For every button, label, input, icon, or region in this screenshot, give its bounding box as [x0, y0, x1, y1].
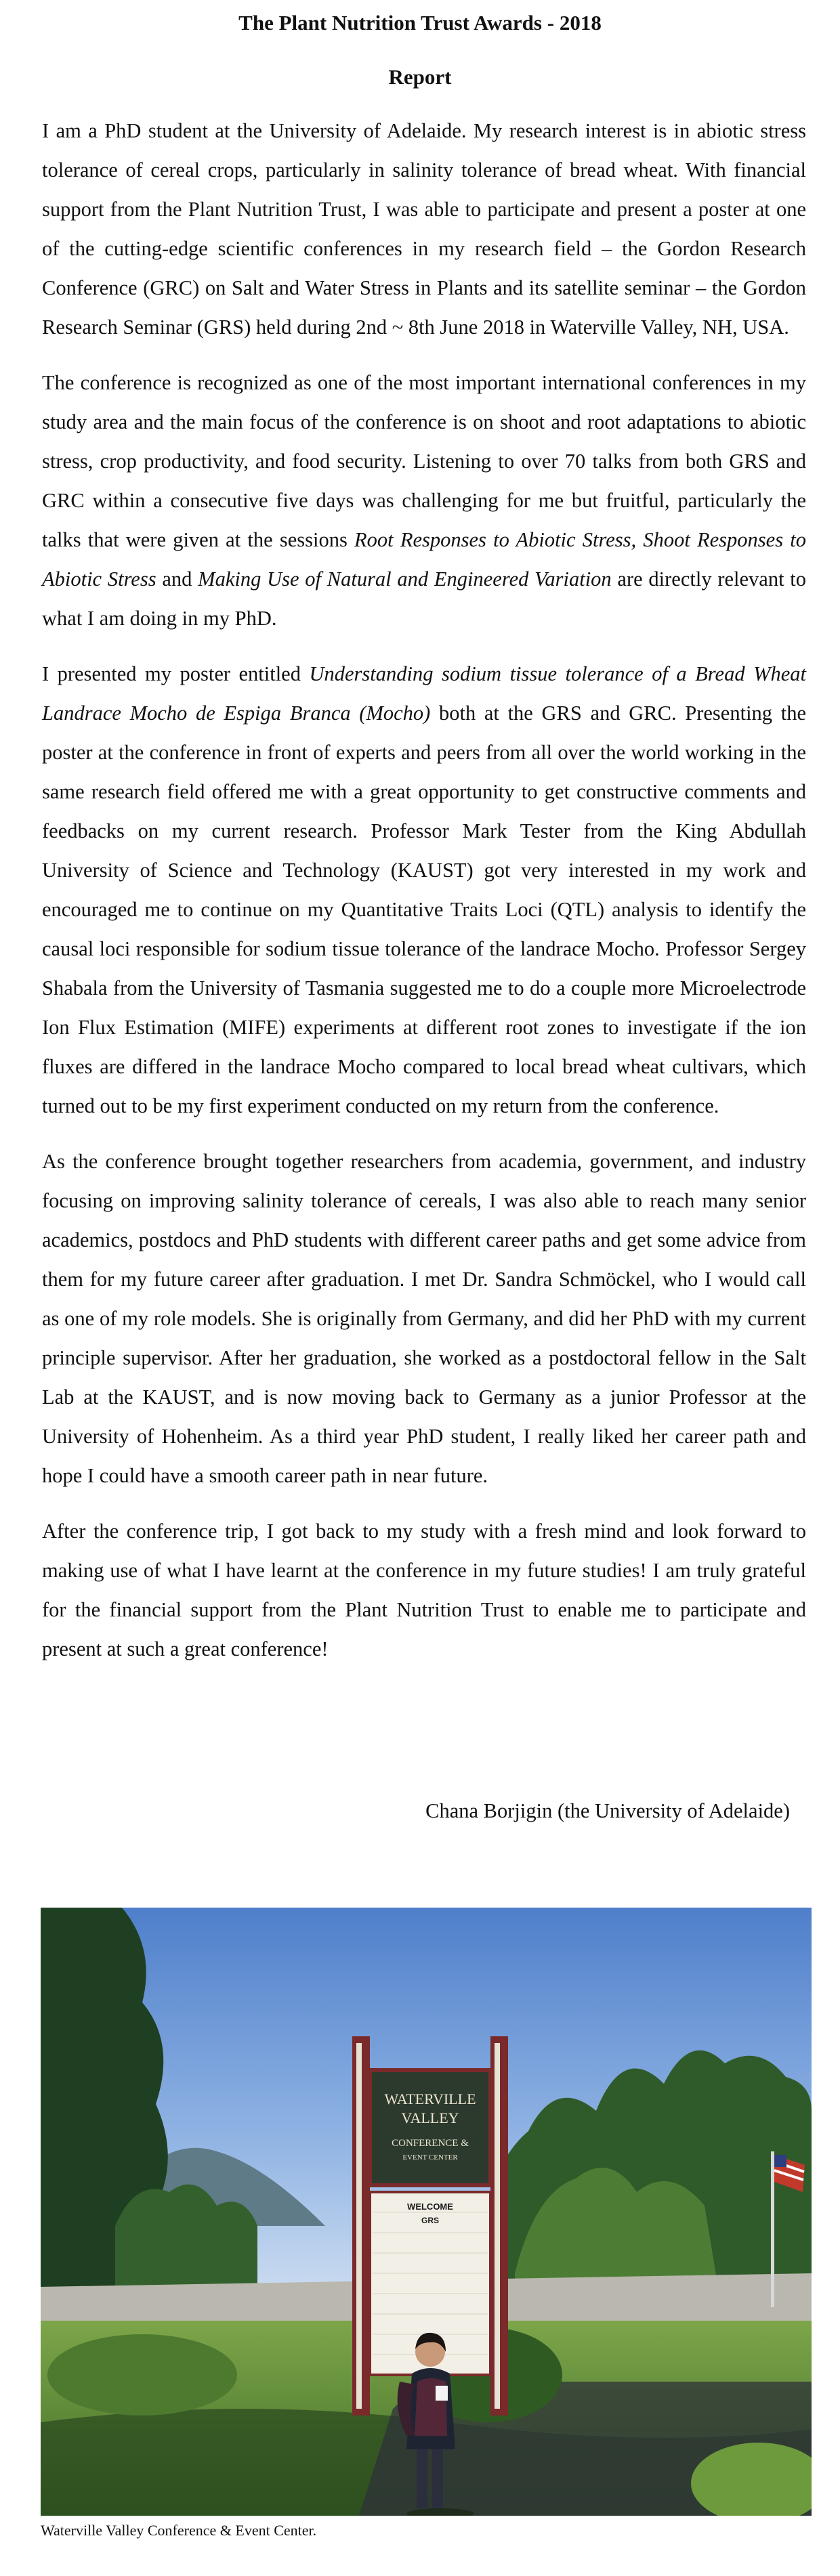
italic-text: Understanding sodium tissue tolerance of a Bread Wheat Landrace Mocho de Espiga Branca (Mocho)	[42, 662, 806, 725]
photo-caption: Waterville Valley Conference & Event Center.	[41, 2522, 317, 2539]
body-paragraph	[42, 363, 806, 638]
document-title: The Plant Nutrition Trust Awards - 2018	[238, 11, 602, 35]
italic-text: Making Use of Natural and Engineered Variation	[198, 567, 612, 591]
paragraph-text: and	[156, 567, 198, 591]
paragraph-text: The conference is recognized as one of the most important international conferences in my study area and the main focus of the conference is on shoot and root adaptations to abiotic stress, crop productivity, and food security. Listening to over 70 talks from both GRS and GRC within a consecutive five days was challenging for me but fruitful, particularly the talks that were given at the sessions	[42, 371, 806, 551]
paragraph-text: I am a PhD student at the University of Adelaide. My research interest is in abiotic stress tolerance of cereal crops, particularly in salinity tolerance of bread wheat. With financial support from the Plant Nutrition Trust, I was able to participate and present a poster at one of the cutting-edge scientific conferences in my research field – the Gordon Research Conference (GRC) on Salt and Water Stress in Plants and its satellite seminar – the Gordon Research Seminar (GRS) held during 2nd ~ 8th June 2018 in Waterville Valley, NH, USA.	[42, 119, 806, 339]
flag-pole	[771, 2151, 774, 2307]
body-paragraph	[42, 1142, 806, 1495]
sign-line-1: WATERVILLE	[384, 2090, 476, 2107]
italic-text: Root Responses to Abiotic Stress, Shoot Responses to Abiotic Stress	[42, 528, 806, 591]
paragraph-text: As the conference brought together researchers from academia, government, and industry focusing on improving salinity tolerance of cereals, I was also able to reach many senior academics, postdocs and PhD students with different career paths and get some advice from them for my future career after graduation. I met Dr. Sandra Schmöckel, who I would call as one of my role models. She is originally from Germany, and did her PhD with my current principle supervisor. After her graduation, she worked as a postdoctoral fellow in the Salt Lab at the KAUST, and is now moving back to Germany as a junior Professor at the University of Hohenheim. As a third year PhD student, I really liked her career path and hope I could have a smooth career path in near future.	[42, 1150, 806, 1487]
body-paragraph	[42, 111, 806, 347]
paragraph-text: both at the GRS and GRC. Presenting the poster at the conference in front of experts and peers from all over the world working in the same research field offered me with a great opportunity to get constructive comments and feedbacks on my current research. Professor Mark Tester from the King Abdullah University of Science and Technology (KAUST) got very interested in my work and encouraged me to continue on my Quantitative Traits Loci (QTL) analysis to identify the causal loci responsible for sodium tissue tolerance of the landrace Mocho. Professor Sergey Shabala from the University of Tasmania suggested me to do a couple more Microelectrode Ion Flux Estimation (MIFE) experiments at different root zones to investigate if the ion fluxes are differed in the landrace Mocho compared to local bread wheat cultivars, which turned out to be my first experiment conducted on my return from the conference.	[42, 702, 806, 1117]
paragraph-text: After the conference trip, I got back to my study with a fresh mind and look forward to making use of what I have learnt at the conference in my future studies! I am truly grateful for the financial support from the Plant Nutrition Trust to enable me to participate and present at such a great conference!	[42, 1520, 806, 1660]
document-subtitle: Report	[388, 65, 452, 89]
paragraph-text: I presented my poster entitled	[42, 662, 310, 685]
paragraph-text: are directly relevant to what I am doing in my PhD.	[42, 567, 807, 630]
author-signature: Chana Borjigin (the University of Adelaide)	[425, 1799, 790, 1822]
conference-photo-illustration	[41, 1908, 812, 2516]
sign-line-4: EVENT CENTER	[402, 2153, 458, 2162]
body-paragraph	[42, 1511, 806, 1669]
sign-line-3: CONFERENCE &	[392, 2138, 469, 2149]
sign-board	[370, 2070, 490, 2185]
sign-line-2: VALLEY	[401, 2109, 459, 2126]
shrub-left	[47, 2334, 237, 2416]
body-paragraph	[42, 654, 806, 1125]
conference-photo	[41, 1908, 812, 2516]
welcome-line-1: WELCOME	[407, 2202, 453, 2212]
report-body	[42, 111, 806, 1685]
welcome-line-2: GRS	[421, 2216, 440, 2225]
